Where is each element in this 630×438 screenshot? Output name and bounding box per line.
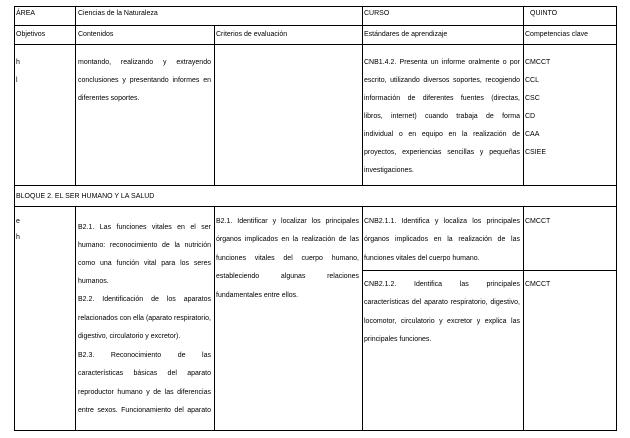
text-line-spread <box>216 273 359 280</box>
text-line: como una función vital para los seres <box>78 260 211 267</box>
text-line: B2.1. Identificar y localizar los principales <box>216 218 359 225</box>
text-line: fundamentales entre ellos. <box>216 292 299 299</box>
column-header-competencias: Competencias clave <box>525 31 589 38</box>
text-line: órganos implicados en la realización de las <box>364 236 520 243</box>
text-line: órganos implicados en la realización de las <box>216 236 359 243</box>
word: Identifica <box>414 281 443 288</box>
word: relaciones <box>327 273 359 280</box>
bloque-title: BLOQUE 2. EL SER HUMANO Y LA SALUD <box>16 193 155 200</box>
text-line: B2.3. Reconocimiento de las <box>78 352 211 359</box>
text-line: locomotor, circulatorio y excretor y explica las <box>364 318 520 325</box>
competencia-item: CMCCT <box>525 218 551 225</box>
word: estableciendo <box>216 273 260 280</box>
column-header-objetivos: Objetivos <box>16 31 46 38</box>
competencia-item: CMCCT <box>525 281 551 288</box>
text-line: B2.2. Identificación de los aparatos <box>78 296 211 303</box>
text-line: reproductor humano y de las diferencias <box>78 389 211 396</box>
text-line: información de diferentes fuentes (directas, <box>364 95 520 102</box>
objetivo-item: h <box>16 59 20 66</box>
text-line: diferentes soportes. <box>78 95 140 102</box>
text-line: principales funciones. <box>364 336 432 343</box>
text-line: entre sexos. Funcionamiento del aparato <box>78 407 211 414</box>
competencia-item: CCL <box>525 77 540 84</box>
text-line: montando, realizando y extrayendo <box>78 59 211 66</box>
objetivo-item: h <box>16 234 20 241</box>
word: algunas <box>280 273 306 280</box>
objetivo-item: e <box>16 218 20 225</box>
word: principales <box>486 281 520 288</box>
text-line: relacionados con ella (aparato respiratorio, <box>78 315 211 322</box>
text-line: proyectos, experiencias sencillas y pequeñas <box>364 149 520 156</box>
text-line: características del aparato respiratorio, digestivo, <box>364 299 520 306</box>
text-line: características básicas del aparato <box>78 370 211 377</box>
text-line: conclusiones y presentando informes en <box>78 77 211 84</box>
word: las <box>459 281 469 288</box>
text-line: humano: reconocimiento de la nutrición <box>78 242 211 249</box>
text-line: libros, internet) cuando trabaja de forma <box>364 113 520 120</box>
text-line: investigaciones. <box>364 167 414 174</box>
column-header-contenidos: Contenidos <box>78 31 114 38</box>
text-line: digestivo, circulatorio y excretor). <box>78 333 181 340</box>
area-value: Ciencias de la Naturaleza <box>78 10 158 17</box>
column-header-criterios: Criterios de evaluación <box>216 31 288 38</box>
text-line: B2.1. Las funciones vitales en el ser <box>78 224 211 231</box>
competencia-item: CD <box>525 113 536 120</box>
curso-value: QUINTO <box>530 10 558 17</box>
objetivo-item: l <box>16 77 18 84</box>
column-header-estandares: Estándares de aprendizaje <box>364 31 448 38</box>
text-line: CNB1.4.2. Presenta un informe oralmente o por <box>364 59 520 66</box>
competencia-item: CAA <box>525 131 540 138</box>
text-line: escrito, utilizando diversos soportes, recogiendo <box>364 77 520 84</box>
competencia-item: CMCCT <box>525 59 551 66</box>
text-line: funciones vitales del cuerpo humano. <box>364 255 480 262</box>
text-line-spread <box>364 281 520 288</box>
text-line: funciones vitales del cuerpo humano, <box>216 255 359 262</box>
competencia-item: CSIEE <box>525 149 547 156</box>
competencia-item: CSC <box>525 95 540 102</box>
text-line: individual o en equipo en la realización de <box>364 131 520 138</box>
area-label: ÁREA <box>16 10 36 17</box>
text-line: humanos. <box>78 278 109 285</box>
text-line: CNB2.1.1. Identifica y localiza los principales <box>364 218 520 225</box>
word: CNB2.1.2. <box>364 281 397 288</box>
curso-label: CURSO <box>364 10 390 17</box>
